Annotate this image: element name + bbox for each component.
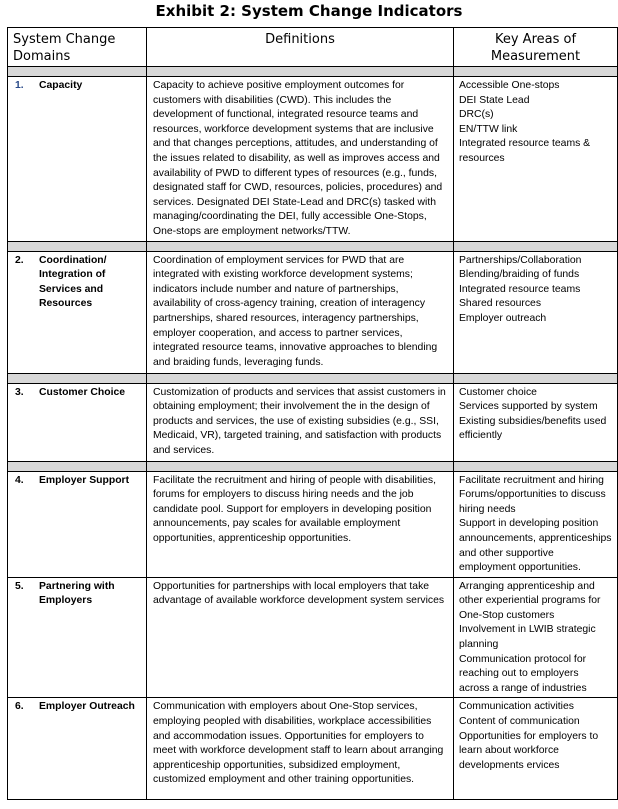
areas-cell: [454, 471, 618, 577]
areas-cell: [454, 698, 618, 800]
separator-row: [8, 461, 618, 471]
table-row: [8, 251, 618, 373]
area-item: Partnerships/Collaboration: [459, 254, 582, 266]
area-item: Blending/braiding of funds: [459, 269, 580, 281]
domain-name: Coordination/ Integration of Services and Resources: [39, 254, 107, 310]
areas-cell: [454, 383, 618, 461]
row-number: 3.: [15, 386, 24, 398]
definition-cell: Customization of products and services that assist customers in obtaining employment; their involvement the in the design of products and services, the use of existing subsidies (e.g., SSI, Medicaid, VR), targeted training, and satisfaction with products and services.: [147, 383, 454, 461]
area-item: Content of communication: [459, 716, 580, 728]
area-item: EN/TTW link: [459, 123, 518, 135]
area-item: Communication activities: [459, 701, 574, 713]
table-row: [8, 77, 618, 242]
area-item: Communication protocol for reaching out to employers across a range of industries: [459, 653, 587, 694]
row-number: 1.: [15, 80, 24, 91]
area-item: Integrated resource teams: [459, 283, 581, 295]
area-item: Opportunities for employers to learn about workforce developments ervices: [459, 730, 599, 771]
areas-cell: [454, 251, 618, 373]
areas-cell: [454, 577, 618, 698]
domain-name: Partnering with Employers: [39, 580, 115, 607]
area-item: Accessible One-stops: [459, 80, 560, 91]
indicators-table: [7, 27, 618, 800]
area-item: Shared resources: [459, 298, 542, 310]
domain-cell: [8, 251, 147, 373]
domain-cell: [8, 383, 147, 461]
definition-cell: Facilitate the recruitment and hiring of people with disabilities, forums for employers to discuss hiring needs and the job candidate pool. Support for employers in developing position announcements, pay scales for available employment opportunities, apprenticeship opportunities.: [147, 471, 454, 577]
definition-cell: Communication with employers about One-Stop services, employing peopled with disabilities, workplace accessibilities and accommodation issues. Opportunities for employers to meet with workforce development staff to learn about arranging apprenticeship opportunities, subsidized employment, customized employment and other training opportunities.: [147, 698, 454, 800]
separator-row: [8, 373, 618, 383]
area-item: Arranging apprenticeship and other experiential programs for One-Stop customers: [459, 580, 601, 621]
domain-cell: [8, 698, 147, 800]
header-definitions: Definitions: [147, 28, 454, 67]
domain-name: Capacity: [39, 80, 83, 91]
area-item: Services supported by system: [459, 401, 598, 413]
domain-name: Employer Outreach: [39, 701, 135, 713]
area-item: Involvement in LWIB strategic planning: [459, 624, 596, 651]
area-item: DRC(s): [459, 109, 494, 121]
row-number: 2.: [15, 254, 24, 266]
domain-cell: [8, 77, 147, 242]
definition-cell: Opportunities for partnerships with local employers that take advantage of available workforce development system services: [147, 577, 454, 698]
domain-cell: [8, 577, 147, 698]
header-domains: System Change Domains: [8, 28, 147, 67]
definition-cell: Capacity to achieve positive employment outcomes for customers with disabilities (CWD). This includes the development of functional, integrated resource teams and resources, workforce development systems that are inclusive and that changes perceptions, attitudes, and understanding of the issues related to disability, as well as improves access and availability of PWD to different types of resources (e.g., funds, designated staff for CWD, resources, policies, procedures) and services. Designated DEI State-Lead and DRC(s) tasked with managing/coordinating the DEI, fully accessible One-Stops, One-stops are employment networks/TTW.: [147, 77, 454, 242]
separator-row: [8, 67, 618, 77]
areas-cell: [454, 77, 618, 242]
area-item: Facilitate recruitment and hiring: [459, 474, 604, 486]
area-item: Forums/opportunities to discuss hiring needs: [459, 489, 606, 515]
row-number: 5.: [15, 580, 24, 592]
table-row: [8, 383, 618, 461]
table-row: [8, 577, 618, 698]
row-number: 4.: [15, 474, 24, 486]
table-row: [8, 698, 618, 800]
definition-cell: Coordination of employment services for PWD that are integrated with existing workforce development systems; indicators include number and nature of partnerships, availability of cross-agency training, creation of interagency partnerships, shared resources, interagency partnerships, employer cooperation, and access to partner services, integrated resource teams, innovative approaches to blending and braiding funds, leveraging funds.: [147, 251, 454, 373]
area-item: DEI State Lead: [459, 94, 530, 106]
area-item: Existing subsidies/benefits used efficiently: [459, 415, 607, 442]
row-number: 6.: [15, 701, 24, 713]
exhibit-title: Exhibit 2: System Change Indicators: [155, 2, 463, 20]
area-item: Customer choice: [459, 386, 537, 398]
domain-name: Employer Support: [39, 474, 130, 486]
area-item: Integrated resource teams & resources: [459, 138, 591, 164]
header-areas: Key Areas of Measurement: [454, 28, 618, 67]
area-item: Support in developing position announcements, apprenticeships and other supportive employment opportunities.: [459, 518, 612, 574]
header-row: [8, 28, 618, 67]
area-item: Employer outreach: [459, 312, 547, 324]
domain-cell: [8, 471, 147, 577]
table-row: [8, 471, 618, 577]
domain-name: Customer Choice: [39, 386, 126, 398]
separator-row: [8, 241, 618, 251]
